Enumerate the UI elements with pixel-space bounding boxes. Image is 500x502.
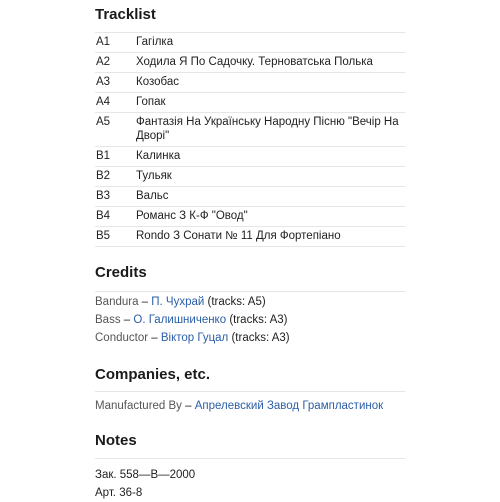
- credit-item: [95, 292, 405, 310]
- companies-list: [95, 391, 405, 414]
- track-title: Козобас: [136, 76, 179, 88]
- track-row: [95, 53, 405, 73]
- note-line: Арт. 36-8: [95, 487, 143, 499]
- credit-separator: –: [138, 296, 152, 308]
- track-title: Гопак: [136, 96, 166, 108]
- track-row: [95, 147, 405, 167]
- company-item: [95, 398, 405, 414]
- credit-separator: –: [120, 314, 134, 326]
- credit-item: [95, 310, 405, 328]
- track-position: A3: [96, 76, 111, 88]
- credits-heading: Credits: [95, 264, 147, 281]
- track-position: A2: [96, 56, 111, 68]
- track-position: B2: [96, 170, 111, 182]
- tracklist-heading: Tracklist: [95, 6, 156, 23]
- companies-heading: Companies, etc.: [95, 366, 211, 383]
- track-position: B1: [96, 150, 111, 162]
- credit-artist-link[interactable]: Віктор Гуцал: [160, 332, 229, 344]
- track-row: [95, 73, 405, 93]
- tracklist-table: [95, 32, 405, 247]
- track-title: Вальс: [136, 190, 169, 202]
- notes-section: [95, 458, 405, 502]
- company-link[interactable]: Апрелевский Завод Грампластинок: [194, 400, 384, 412]
- note-line: Зак. 558—В—2000: [95, 469, 196, 481]
- credits-list: [95, 291, 405, 346]
- track-row: [95, 93, 405, 113]
- credit-tracks: (tracks: A5): [204, 296, 266, 308]
- track-row: [95, 207, 405, 227]
- credit-artist-link[interactable]: О. Галишниченко: [133, 314, 227, 326]
- credit-role: Bass: [95, 314, 121, 326]
- track-title: Калинка: [136, 150, 181, 162]
- track-position: A4: [96, 96, 111, 108]
- track-title: Тульяк: [136, 170, 172, 182]
- track-row: [95, 113, 405, 147]
- track-title: Гагілка: [136, 36, 174, 48]
- track-row: [95, 187, 405, 207]
- company-role: Manufactured By: [95, 400, 182, 412]
- track-position: A5: [96, 116, 111, 128]
- track-position: B5: [96, 230, 111, 242]
- credit-tracks: (tracks: A3): [226, 314, 288, 326]
- track-title: Rondo З Сонати № 11 Для Фортепіано: [136, 230, 341, 242]
- credit-role: Conductor: [95, 332, 149, 344]
- track-position: B4: [96, 210, 111, 222]
- track-row: [95, 227, 405, 247]
- track-title: Ходила Я По Садочку. Терноватська Полька: [136, 56, 373, 68]
- track-position: A1: [96, 36, 111, 48]
- notes-heading: Notes: [95, 432, 137, 449]
- track-title: Фантазія На Українську Народну Пісню "Вечір На Дворі": [136, 116, 399, 142]
- credit-separator: –: [148, 332, 161, 344]
- track-row: [95, 167, 405, 187]
- company-separator: –: [181, 400, 195, 412]
- track-title: Романс З К-Ф "Овод": [136, 210, 248, 222]
- credit-artist-link[interactable]: П. Чухрай: [151, 296, 205, 308]
- track-row: [95, 33, 405, 53]
- credit-role: Bandura: [95, 296, 139, 308]
- track-position: B3: [96, 190, 111, 202]
- credit-item: [95, 328, 405, 346]
- credit-tracks: (tracks: A3): [228, 332, 290, 344]
